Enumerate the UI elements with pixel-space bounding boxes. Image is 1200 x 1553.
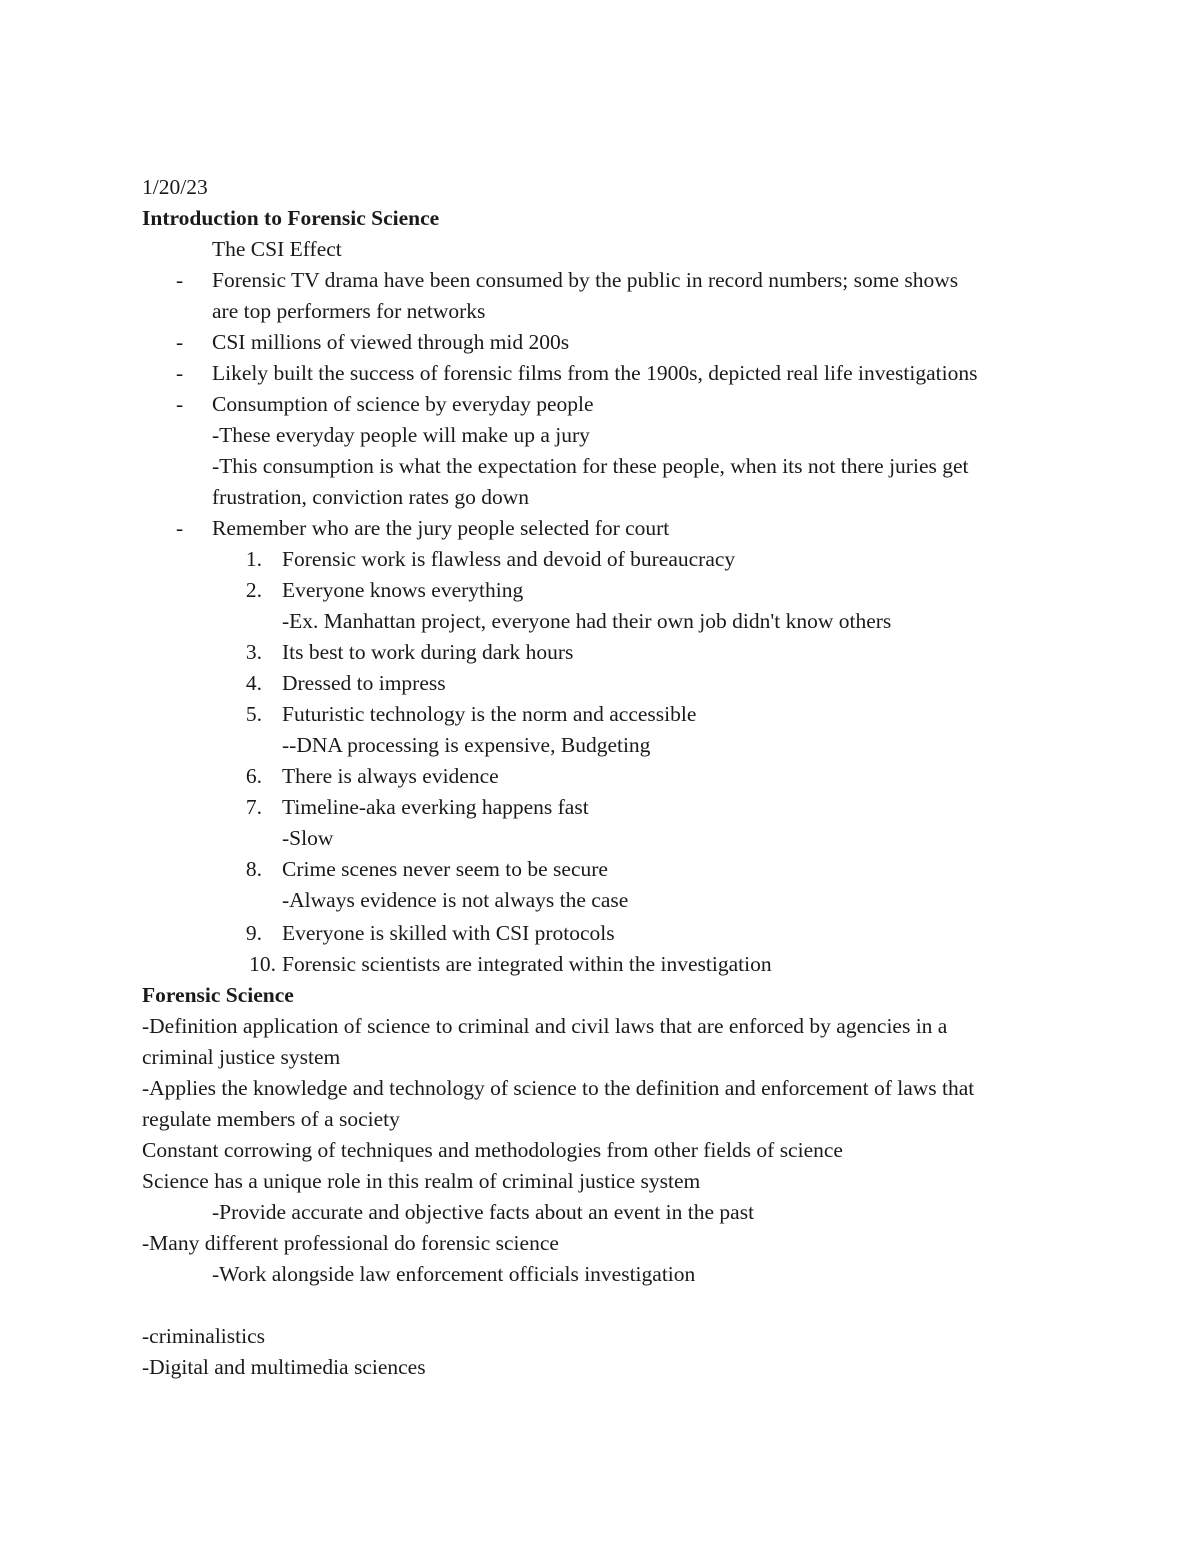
bullet-text: CSI millions of viewed through mid 200s	[212, 330, 570, 354]
subtopic-heading: The CSI Effect	[212, 237, 342, 261]
list-number: 2.	[245, 578, 262, 602]
indented-line: -Provide accurate and objective facts about an event in the past	[212, 1200, 755, 1224]
list-number: 9.	[245, 921, 262, 945]
list-number: 6.	[245, 764, 262, 788]
list-item: Its best to work during dark hours	[282, 640, 574, 664]
list-item: Timeline-aka everking happens fast	[282, 795, 589, 819]
bullet-text: Forensic TV drama have been consumed by the public in record numbers; some shows	[212, 268, 959, 292]
list-item: There is always evidence	[282, 764, 499, 788]
page-title: Introduction to Forensic Science	[142, 206, 440, 230]
body-line: regulate members of a society	[142, 1107, 400, 1131]
subpoint-text: -This consumption is what the expectation for these people, when its not there juries get	[212, 454, 969, 478]
bullet-text-continued: are top performers for networks	[212, 299, 486, 323]
bullet-text: Likely built the success of forensic films from the 1900s, depicted real life investigations	[212, 361, 978, 385]
list-item: Futuristic technology is the norm and accessible	[282, 702, 697, 726]
indented-line: -Work alongside law enforcement officials investigation	[212, 1262, 696, 1286]
note-date: 1/20/23	[142, 175, 208, 199]
body-line: -Definition application of science to criminal and civil laws that are enforced by agencies in a	[142, 1014, 948, 1038]
bullet-marker: -	[176, 330, 184, 354]
bullet-marker: -	[176, 516, 184, 540]
subpoint-text: frustration, conviction rates go down	[212, 485, 530, 509]
field-list-item: -Digital and multimedia sciences	[142, 1355, 426, 1379]
body-line: Constant corrowing of techniques and methodologies from other fields of science	[142, 1138, 843, 1162]
bullet-marker: -	[176, 268, 184, 292]
subpoint-text: -These everyday people will make up a jury	[212, 423, 590, 447]
list-number: 7.	[245, 795, 262, 819]
list-item-note: -Ex. Manhattan project, everyone had their own job didn't know others	[282, 609, 892, 633]
body-line: Science has a unique role in this realm of criminal justice system	[142, 1169, 701, 1193]
list-number: 8.	[245, 857, 262, 881]
list-number: 3.	[245, 640, 262, 664]
list-number: 10.	[249, 952, 276, 976]
list-item-note: --DNA processing is expensive, Budgeting	[282, 733, 651, 757]
list-item: Crime scenes never seem to be secure	[282, 857, 608, 881]
body-line: -Many different professional do forensic science	[142, 1231, 559, 1255]
list-number: 4.	[245, 671, 262, 695]
list-item-note: -Slow	[282, 826, 334, 850]
field-list-item: -criminalistics	[142, 1324, 265, 1348]
list-number: 5.	[245, 702, 262, 726]
bullet-marker: -	[176, 361, 184, 385]
section-heading: Forensic Science	[142, 983, 294, 1007]
list-number: 1.	[245, 547, 262, 571]
bullet-marker: -	[176, 392, 184, 416]
list-item: Forensic work is flawless and devoid of bureaucracy	[282, 547, 736, 571]
list-item-note: -Always evidence is not always the case	[282, 888, 629, 912]
list-item: Forensic scientists are integrated within the investigation	[282, 952, 772, 976]
body-line: -Applies the knowledge and technology of science to the definition and enforcement of laws that	[142, 1076, 975, 1100]
bullet-text: Remember who are the jury people selected for court	[212, 516, 670, 540]
list-item: Dressed to impress	[282, 671, 446, 695]
body-line: criminal justice system	[142, 1045, 341, 1069]
list-item: Everyone is skilled with CSI protocols	[282, 921, 615, 945]
bullet-text: Consumption of science by everyday people	[212, 392, 594, 416]
list-item: Everyone knows everything	[282, 578, 524, 602]
